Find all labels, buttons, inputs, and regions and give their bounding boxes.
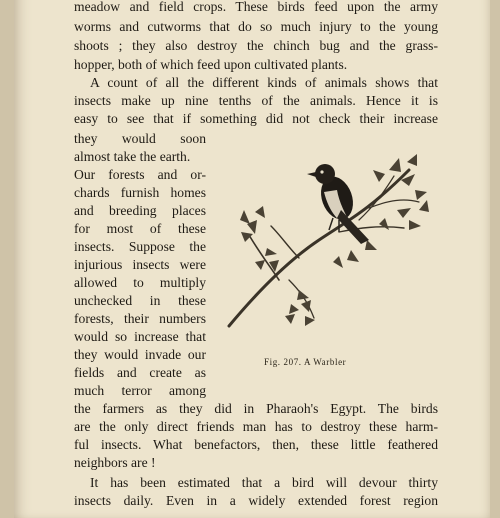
text-line: worms and cutworms that do so much injury to the young xyxy=(74,19,438,34)
text-line: insects. Suppose the xyxy=(74,239,206,254)
book-page xyxy=(14,0,490,518)
text-line: unchecked in these xyxy=(74,293,206,308)
text-line: they would invade our xyxy=(74,347,206,362)
text-line: the farmers as they did in Pharaoh's Egypt. The birds xyxy=(74,401,438,416)
text-line: allowed to multiply xyxy=(74,275,206,290)
text-line: and breeding places xyxy=(74,203,206,218)
text-line: injurious insects were xyxy=(74,257,206,272)
text-line: much terror among xyxy=(74,383,206,398)
text-line: neighbors are ! xyxy=(74,455,156,470)
text-line: fields and create as xyxy=(74,365,206,380)
text-line: almost take the earth. xyxy=(74,149,191,164)
text-line: ful insects. What benefactors, then, these little feathered xyxy=(74,437,438,452)
text-line: for most of these xyxy=(74,221,206,236)
text-line: chards furnish homes xyxy=(74,185,206,200)
text-line: are the only direct friends man has to destroy these harm- xyxy=(74,419,438,434)
text-line: would so increase that xyxy=(74,329,206,344)
text-line: they would soon xyxy=(74,131,206,146)
text-line: shoots ; they also destroy the chinch bug and the grass- xyxy=(74,38,438,53)
text-line: insects daily. Even in a widely extended forest region xyxy=(74,493,438,508)
text-line: forests, their numbers xyxy=(74,311,206,326)
text-line: A count of all the different kinds of animals shows that xyxy=(90,75,438,90)
text-line: It has been estimated that a bird will devour thirty xyxy=(90,475,438,490)
text-line: hopper, both of which feed upon cultivated plants. xyxy=(74,57,348,72)
text-line: easy to see that if something did not check their increase xyxy=(74,111,438,126)
text-line: insects make up nine tenths of the animals. Hence it is xyxy=(74,93,438,108)
text-line: Our forests and or- xyxy=(74,167,206,182)
text-line: meadow and field crops. These birds feed upon the army xyxy=(74,0,438,14)
warbler-illustration xyxy=(219,140,435,350)
figure-caption: Fig. 207. A Warbler xyxy=(264,357,347,367)
